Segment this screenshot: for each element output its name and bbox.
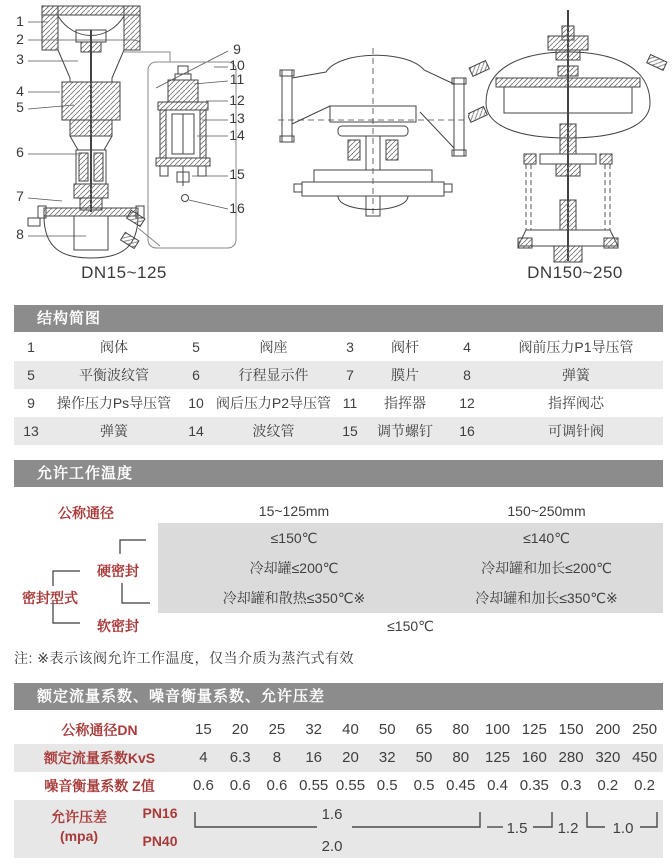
temp-cell: ≤150℃ [270,530,318,546]
dp-value-pn40: 2.0 [321,838,343,855]
diagram-callout-number: 11 [229,71,245,87]
valve-diagrams-section [0,0,672,300]
flow-value-cell: 0.55 [299,777,329,794]
parts-table-cell: 15 [342,423,358,439]
footnote: 注: ※表示该阀允许工作温度，仅当介质为蒸汽式有效 [14,650,355,666]
parts-table [14,333,663,445]
nominal-diameter-label: 公称通径 [58,505,114,521]
flow-value-cell: 50 [415,749,433,766]
parts-table-cell: 6 [192,367,200,383]
parts-table-row [14,417,663,445]
diagram-callout-number: 12 [229,92,245,108]
flow-table-row [14,772,663,800]
flow-value-cell: 0.3 [560,777,582,794]
pressure-range-brackets [185,800,663,858]
diagram-callout-number: 16 [229,200,245,216]
temp-cell: 冷却罐和加长≤200℃ [481,560,612,576]
diagram-callout-number: 3 [16,51,24,67]
flow-value-cell: 0.6 [192,777,214,794]
dp-value-10: 1.0 [612,820,634,837]
parts-table-cell: 5 [27,367,35,383]
parts-table-cell: 指挥阀芯 [548,395,604,411]
flow-row-label: 额定流量系数KvS [43,750,156,766]
flow-value-cell: 150 [558,721,584,738]
diagram-callout-number: 8 [16,226,24,242]
flow-value-cell: 8 [272,749,282,766]
parts-table-row [14,389,663,417]
pressure-differential-block [14,800,663,858]
parts-table-cell: 调节螺钉 [377,423,433,439]
diagram-callout-number: 1 [16,13,24,29]
parts-table-cell: 14 [188,423,204,439]
diagram-callout-number: 13 [229,110,245,126]
parts-table-cell: 阀体 [100,339,128,355]
temp-row [158,553,663,583]
flow-value-cell: 160 [521,749,547,766]
flow-value-cell: 100 [485,721,511,738]
parts-table-cell: 12 [459,395,475,411]
section-header-structure: 结构简图 [14,305,663,332]
parts-table-cell: 8 [463,367,471,383]
flow-value-cell: 65 [415,721,433,738]
flow-value-cell: 125 [521,721,547,738]
parts-table-cell: 1 [27,339,35,355]
temp-cell: ≤140℃ [523,530,570,546]
parts-table-cell: 波纹管 [252,423,295,439]
flow-table-row [14,744,663,772]
hard-seal-temperature-block [158,523,663,613]
flow-value-cell: 40 [342,721,359,738]
flow-value-cell: 0.6 [266,777,288,794]
diagram-callout-number: 5 [16,99,24,115]
flow-value-cell: 250 [632,721,658,738]
parts-table-cell: 16 [459,423,475,439]
flow-value-cell: 15 [195,721,212,738]
flow-value-cell: 450 [632,749,658,766]
flow-value-cell: 125 [485,749,511,766]
temp-cell: 冷却罐和加长≤350℃※ [475,590,618,606]
pn16-label: PN16 [142,805,178,821]
parts-table-cell: 弹簧 [562,367,590,383]
parts-table-cell: 13 [23,423,39,439]
parts-table-cell: 10 [188,395,204,411]
soft-seal-temperature-value: ≤150℃ [387,618,434,634]
parts-table-cell: 弹簧 [100,423,128,439]
flow-value-cell: 0.6 [229,777,251,794]
flow-value-cell: 20 [342,749,359,766]
parts-table-cell: 3 [346,339,354,355]
parts-table-cell: 9 [27,395,35,411]
section-header-temperature: 允许工作温度 [14,460,663,487]
flow-value-cell: 0.5 [413,777,435,794]
temp-cell: 冷却罐和散热≤350℃※ [222,590,366,606]
flow-table-row [14,716,663,744]
flow-value-cell: 0.35 [519,777,549,794]
flow-value-cell: 0.55 [335,777,366,794]
flow-value-cell: 0.2 [634,777,656,794]
flow-value-cell: 0.4 [487,777,508,794]
flow-value-cell: 200 [595,721,621,738]
parts-table-cell: 平衡波纹管 [79,367,149,383]
parts-table-cell: 7 [346,367,354,383]
parts-table-cell: 阀座 [259,339,288,355]
diagram-caption-right: DN150~250 [527,263,623,282]
parts-table-cell: 11 [342,395,358,411]
flow-table [14,716,663,800]
parts-table-cell: 阀杆 [391,339,419,355]
dp-value-pn16: 1.6 [321,806,343,823]
parts-table-cell: 4 [463,339,471,355]
flow-value-cell: 20 [231,721,249,738]
flow-value-cell: 32 [378,749,396,766]
flow-value-cell: 50 [378,721,396,738]
valve-actuator-diagram-dn150-250 [468,8,668,263]
flow-value-cell: 280 [558,749,584,766]
hard-seal-label: 硬密封 [97,563,139,579]
flow-row-label: 噪音衡量系数 Z值 [44,778,155,794]
dp-value-12: 1.2 [557,820,579,837]
flow-value-cell: 320 [595,749,621,766]
flow-value-cell: 0.45 [446,777,476,794]
diagram-caption-left: DN15~125 [81,263,167,282]
parts-table-row [14,361,663,389]
flow-value-cell: 0.5 [376,777,398,794]
dp-value-15: 1.5 [506,820,528,837]
valve-body-outline-diagram [278,48,468,223]
flow-value-cell: 32 [305,721,323,738]
temp-column-15-125: 15~125mm [258,503,330,519]
diagram-callout-number: 6 [16,144,24,160]
soft-seal-label: 软密封 [97,618,139,634]
parts-table-cell: 阀后压力P2导压管 [215,395,332,411]
flow-value-cell: 6.3 [229,749,251,766]
temp-row [158,523,663,553]
diagram-callout-number: 2 [16,31,24,47]
parts-table-cell: 行程显示件 [238,367,309,383]
flow-value-cell: 25 [268,721,286,738]
dp-label: 允许压差 [51,809,107,825]
diagram-callout-number: 15 [229,166,245,182]
flow-value-cell: 0.2 [597,777,619,794]
dp-unit-label: (mpa) [59,828,99,844]
flow-row-label: 公称通径DN [61,722,138,738]
temp-row [158,583,663,613]
parts-table-row [14,333,663,361]
temp-cell: 冷却罐≤200℃ [249,560,339,576]
section-header-flow: 额定流量系数、噪音衡量系数、允许压差 [14,683,663,710]
diagram-callout-number: 14 [229,127,245,143]
diagram-callout-number: 9 [233,41,241,57]
seal-type-label: 密封型式 [22,590,78,606]
temp-column-150-250: 150~250mm [507,503,586,519]
flow-value-cell: 80 [452,749,470,766]
flow-value-cell: 80 [452,721,470,738]
parts-table-cell: 膜片 [391,367,419,383]
diagram-callout-number: 4 [16,83,24,99]
diagram-callout-number: 7 [16,188,24,204]
flow-value-cell: 4 [199,749,208,766]
parts-table-cell: 操作压力Ps导压管 [56,395,172,411]
diagram-callout-number: 10 [229,57,245,73]
parts-table-cell: 5 [192,339,200,355]
parts-table-cell: 阀前压力P1导压管 [518,339,634,355]
parts-table-cell: 可调针阀 [548,423,604,439]
parts-table-cell: 指挥器 [384,395,426,411]
pn40-label: PN40 [142,833,178,849]
flow-value-cell: 16 [305,749,323,766]
